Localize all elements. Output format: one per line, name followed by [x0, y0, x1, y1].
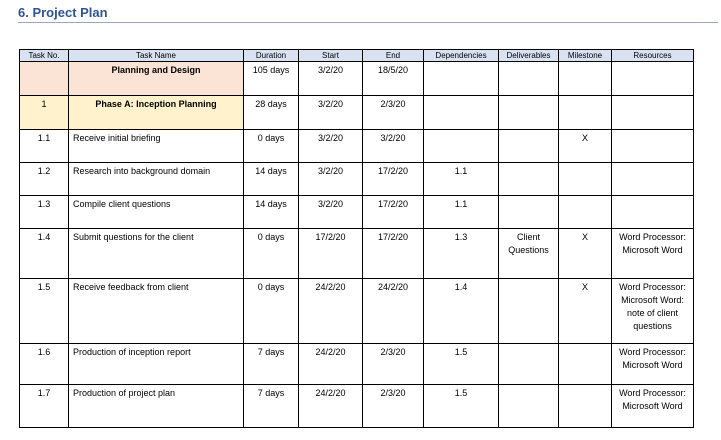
resources-cell: [612, 130, 694, 163]
task-name-cell: Phase A: Inception Planning: [69, 96, 244, 130]
duration-cell: 0 days: [244, 279, 299, 344]
start-cell: 3/2/20: [299, 62, 363, 96]
table-row: [20, 385, 694, 428]
task-name-cell: Planning and Design: [69, 62, 244, 96]
duration-cell: 0 days: [244, 229, 299, 279]
resources-cell: [612, 196, 694, 229]
resources-cell: [612, 96, 694, 130]
milestone-cell: X: [559, 130, 612, 163]
dependencies-cell: [424, 62, 499, 96]
task-no-cell: 1.5: [20, 279, 69, 344]
milestone-cell: X: [559, 229, 612, 279]
resources-cell: Word Processor: Microsoft Word: [612, 344, 694, 385]
task-no-cell: 1.6: [20, 344, 69, 385]
deliverables-cell: [499, 279, 559, 344]
title-underline: [18, 22, 718, 23]
end-cell: 2/3/20: [363, 385, 424, 428]
milestone-cell: X: [559, 279, 612, 344]
header-resources: Resources: [612, 50, 694, 62]
start-cell: 24/2/20: [299, 344, 363, 385]
header-start: Start: [299, 50, 363, 62]
duration-cell: 7 days: [244, 385, 299, 428]
task-name-cell: Research into background domain: [69, 163, 244, 196]
table-row: [20, 279, 694, 344]
start-cell: 3/2/20: [299, 163, 363, 196]
dependencies-cell: 1.3: [424, 229, 499, 279]
duration-cell: 0 days: [244, 130, 299, 163]
resources-cell: Word Processor: Microsoft Word: [612, 229, 694, 279]
end-cell: 17/2/20: [363, 229, 424, 279]
task-name-cell: Production of inception report: [69, 344, 244, 385]
deliverables-cell: [499, 196, 559, 229]
dependencies-cell: 1.4: [424, 279, 499, 344]
start-cell: 3/2/20: [299, 96, 363, 130]
table-row: [20, 344, 694, 385]
milestone-cell: [559, 385, 612, 428]
deliverables-cell: [499, 62, 559, 96]
milestone-cell: [559, 196, 612, 229]
duration-cell: 28 days: [244, 96, 299, 130]
duration-cell: 14 days: [244, 163, 299, 196]
resources-cell: [612, 163, 694, 196]
end-cell: 17/2/20: [363, 196, 424, 229]
start-cell: 3/2/20: [299, 196, 363, 229]
task-no-cell: [20, 62, 69, 96]
deliverables-cell: [499, 385, 559, 428]
dependencies-cell: [424, 96, 499, 130]
task-name-cell: Submit questions for the client: [69, 229, 244, 279]
dependencies-cell: 1.1: [424, 163, 499, 196]
task-name-cell: Receive feedback from client: [69, 279, 244, 344]
task-name-cell: Compile client questions: [69, 196, 244, 229]
deliverables-cell: [499, 130, 559, 163]
resources-cell: [612, 62, 694, 96]
table-row: [20, 196, 694, 229]
start-cell: 17/2/20: [299, 229, 363, 279]
deliverables-cell: [499, 163, 559, 196]
dependencies-cell: 1.1: [424, 196, 499, 229]
task-no-cell: 1: [20, 96, 69, 130]
end-cell: 24/2/20: [363, 279, 424, 344]
section-title: 6. Project Plan: [18, 5, 108, 20]
milestone-cell: [559, 344, 612, 385]
header-milestone: Milestone: [559, 50, 612, 62]
start-cell: 24/2/20: [299, 279, 363, 344]
dependencies-cell: 1.5: [424, 385, 499, 428]
header-duration: Duration: [244, 50, 299, 62]
duration-cell: 14 days: [244, 196, 299, 229]
end-cell: 2/3/20: [363, 344, 424, 385]
task-name-cell: Receive initial briefing: [69, 130, 244, 163]
header-row: [20, 50, 694, 62]
milestone-cell: [559, 96, 612, 130]
deliverables-cell: [499, 344, 559, 385]
header-task-no: Task No.: [20, 50, 69, 62]
project-plan-table: [19, 49, 694, 428]
table-row: [20, 62, 694, 96]
dependencies-cell: 1.5: [424, 344, 499, 385]
header-end: End: [363, 50, 424, 62]
deliverables-cell: Client Questions: [499, 229, 559, 279]
end-cell: 17/2/20: [363, 163, 424, 196]
table-row: [20, 96, 694, 130]
start-cell: 3/2/20: [299, 130, 363, 163]
header-dependencies: Dependencies: [424, 50, 499, 62]
table-row: [20, 163, 694, 196]
resources-cell: Word Processor: Microsoft Word: [612, 385, 694, 428]
duration-cell: 7 days: [244, 344, 299, 385]
milestone-cell: [559, 163, 612, 196]
header-deliverables: Deliverables: [499, 50, 559, 62]
end-cell: 3/2/20: [363, 130, 424, 163]
header-task-name: Task Name: [69, 50, 244, 62]
deliverables-cell: [499, 96, 559, 130]
dependencies-cell: [424, 130, 499, 163]
duration-cell: 105 days: [244, 62, 299, 96]
table-row: [20, 229, 694, 279]
table-row: [20, 130, 694, 163]
start-cell: 24/2/20: [299, 385, 363, 428]
task-no-cell: 1.7: [20, 385, 69, 428]
task-no-cell: 1.2: [20, 163, 69, 196]
task-no-cell: 1.4: [20, 229, 69, 279]
task-no-cell: 1.1: [20, 130, 69, 163]
milestone-cell: [559, 62, 612, 96]
end-cell: 18/5/20: [363, 62, 424, 96]
end-cell: 2/3/20: [363, 96, 424, 130]
task-name-cell: Production of project plan: [69, 385, 244, 428]
resources-cell: Word Processor: Microsoft Word: note of client questions: [612, 279, 694, 344]
task-no-cell: 1.3: [20, 196, 69, 229]
